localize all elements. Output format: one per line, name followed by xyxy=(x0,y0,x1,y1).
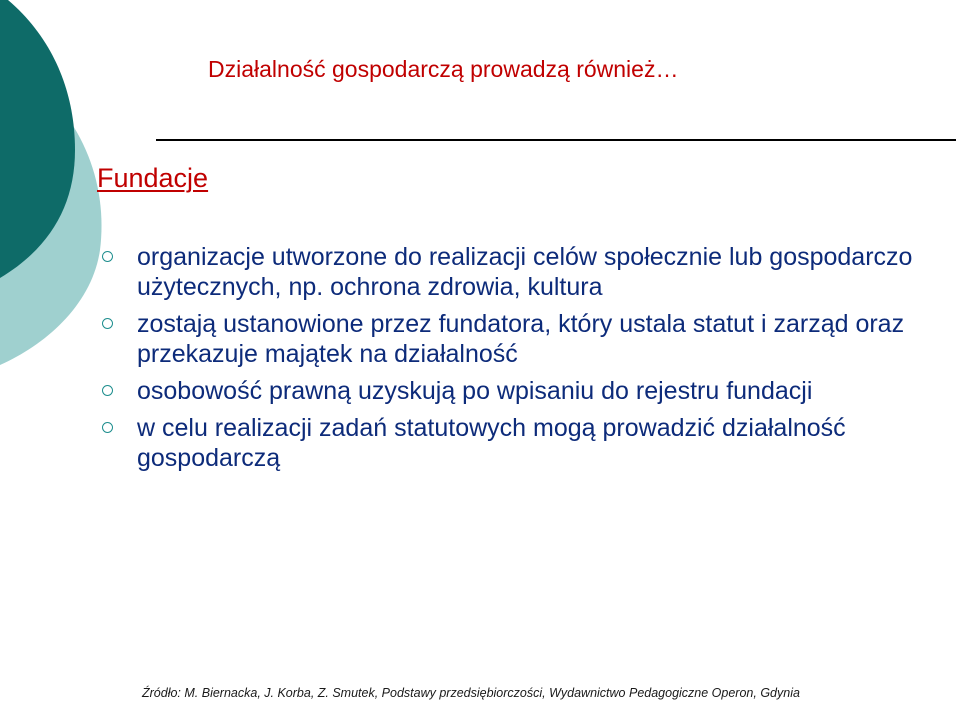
slide-title: Działalność gospodarczą prowadzą również… xyxy=(208,56,679,82)
bullet-text: organizacje utworzone do realizacji celów społecznie lub gospodarczo użytecznych, np. ochrona zdrowia, kultura xyxy=(137,243,913,301)
bullet-circle-icon xyxy=(102,385,113,396)
bullet-circle-icon xyxy=(102,422,113,433)
bullet-item xyxy=(97,242,959,302)
bullet-item xyxy=(97,376,959,406)
source-citation: Źródło: M. Biernacka, J. Korba, Z. Smutek, Podstawy przedsiębiorczości, Wydawnictwo Pedagogiczne Operon, Gdynia xyxy=(142,686,800,700)
section-heading: Fundacje xyxy=(97,163,209,193)
bullet-text: osobowość prawną uzyskują po wpisaniu do rejestru fundacji xyxy=(137,377,813,405)
bullet-text: w celu realizacji zadań statutowych mogą prowadzić działalność gospodarczą xyxy=(137,414,846,472)
bullet-list xyxy=(97,242,959,480)
bullet-circle-icon xyxy=(102,318,113,329)
title-divider xyxy=(156,139,956,141)
bullet-item xyxy=(97,413,959,473)
bullet-circle-icon xyxy=(102,251,113,262)
bullet-text: zostają ustanowione przez fundatora, który ustala statut i zarząd oraz przekazuje majątek na działalność xyxy=(137,310,905,368)
bullet-item xyxy=(97,309,959,369)
